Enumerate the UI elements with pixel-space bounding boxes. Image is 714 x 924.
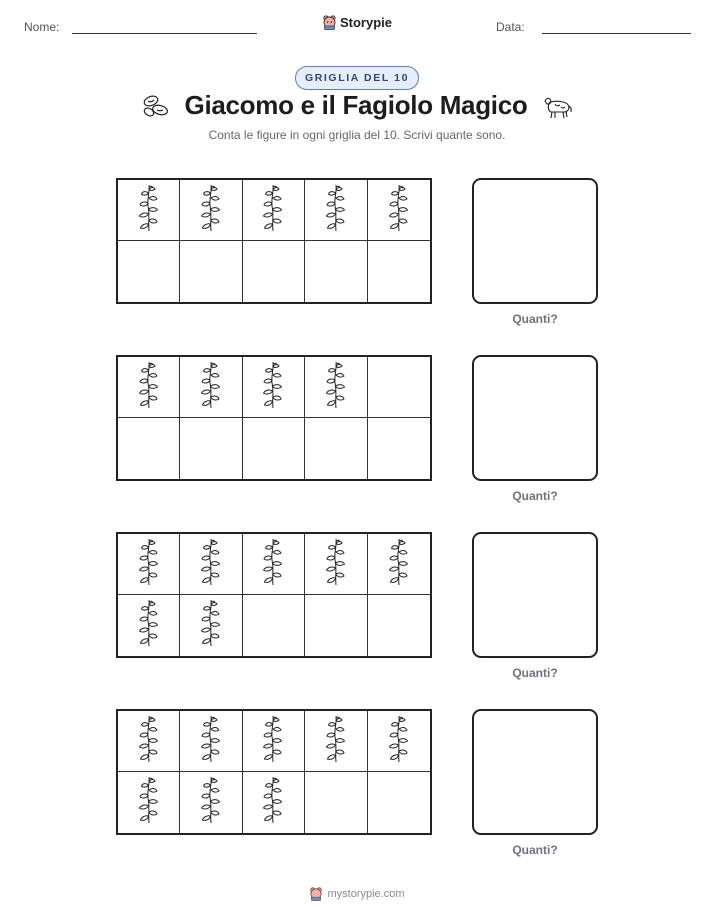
ten-frame-cell [305, 241, 367, 302]
brand [0, 14, 714, 30]
ten-frame-cell [180, 772, 242, 833]
ten-frame-cell [305, 418, 367, 479]
beanstalk-icon [323, 184, 349, 237]
beanstalk-icon [323, 538, 349, 591]
ten-frame-cell [243, 241, 305, 302]
beanstalk-icon [260, 715, 286, 768]
ten-frame-2 [116, 355, 432, 481]
ten-frame-cell [305, 534, 367, 595]
storypie-logo-icon [309, 886, 323, 901]
beanstalk-icon [386, 184, 412, 237]
ten-frame-cell [180, 180, 242, 241]
answer-label: Quanti? [512, 843, 558, 857]
beanstalk-icon [136, 361, 162, 414]
answer-label: Quanti? [512, 312, 558, 326]
beanstalk-icon [386, 538, 412, 591]
name-line[interactable] [72, 33, 257, 34]
ten-frame-cell [118, 357, 180, 418]
ten-frame-cell [243, 180, 305, 241]
ten-frame-cell [180, 418, 242, 479]
ten-frame-cell [180, 595, 242, 656]
ten-frame-cell [368, 595, 430, 656]
ten-frame-cell [180, 534, 242, 595]
ten-frame-cell [180, 241, 242, 302]
ten-frame-cell [368, 534, 430, 595]
beanstalk-icon [198, 599, 224, 652]
ten-frame-cell [305, 180, 367, 241]
beanstalk-icon [323, 715, 349, 768]
ten-frame-cell [180, 357, 242, 418]
beanstalk-icon [260, 538, 286, 591]
worksheet-badge: GRIGLIA DEL 10 [295, 66, 419, 90]
ten-frame-1 [116, 178, 432, 304]
ten-frame-cell [118, 418, 180, 479]
ten-frame-cell [118, 711, 180, 772]
footer [0, 886, 714, 901]
ten-frame-cell [243, 595, 305, 656]
beans-icon [141, 93, 171, 119]
ten-frame-cell [243, 357, 305, 418]
footer-url: mystorypie.com [327, 887, 405, 900]
ten-frame-cell [368, 241, 430, 302]
ten-frame-cell [118, 534, 180, 595]
answer-box-1[interactable] [472, 178, 598, 304]
ten-frame-cell [243, 772, 305, 833]
beanstalk-icon [136, 715, 162, 768]
ten-frame-cell [368, 357, 430, 418]
ten-frame-cell [118, 180, 180, 241]
ten-frame-cell [368, 772, 430, 833]
answer-box-4[interactable] [472, 709, 598, 835]
ten-frame-cell [180, 711, 242, 772]
title-row [0, 90, 714, 121]
ten-frame-4 [116, 709, 432, 835]
date-line[interactable] [542, 33, 691, 34]
ten-frame-cell [305, 357, 367, 418]
answer-label: Quanti? [512, 666, 558, 680]
ten-frame-cell [118, 241, 180, 302]
beanstalk-icon [198, 184, 224, 237]
name-label: Nome: [24, 20, 60, 34]
instructions: Conta le figure in ogni griglia del 10. Scrivi quante sono. [208, 128, 506, 142]
beanstalk-icon [260, 776, 286, 829]
beanstalk-icon [260, 361, 286, 414]
beanstalk-icon [136, 538, 162, 591]
ten-frame-cell [118, 595, 180, 656]
storypie-logo-icon [322, 14, 337, 30]
date-label: Data: [496, 20, 525, 34]
ten-frame-cell [243, 711, 305, 772]
ten-frame-3 [116, 532, 432, 658]
beanstalk-icon [198, 361, 224, 414]
ten-frame-cell [368, 418, 430, 479]
ten-frame-cell [368, 180, 430, 241]
answer-label: Quanti? [512, 489, 558, 503]
beanstalk-icon [198, 715, 224, 768]
ten-frame-cell [243, 418, 305, 479]
beanstalk-icon [386, 715, 412, 768]
beanstalk-icon [198, 776, 224, 829]
ten-frame-cell [118, 772, 180, 833]
ten-frame-cell [305, 772, 367, 833]
answer-box-2[interactable] [472, 355, 598, 481]
ten-frame-cell [368, 711, 430, 772]
beanstalk-icon [260, 184, 286, 237]
cow-icon [541, 93, 573, 119]
ten-frame-cell [243, 534, 305, 595]
beanstalk-icon [323, 361, 349, 414]
beanstalk-icon [136, 184, 162, 237]
beanstalk-icon [136, 776, 162, 829]
brand-name: Storypie [339, 14, 392, 30]
page-title: Giacomo e il Fagiolo Magico [184, 90, 528, 120]
beanstalk-icon [136, 599, 162, 652]
beanstalk-icon [198, 538, 224, 591]
ten-frame-cell [305, 595, 367, 656]
answer-box-3[interactable] [472, 532, 598, 658]
ten-frame-cell [305, 711, 367, 772]
